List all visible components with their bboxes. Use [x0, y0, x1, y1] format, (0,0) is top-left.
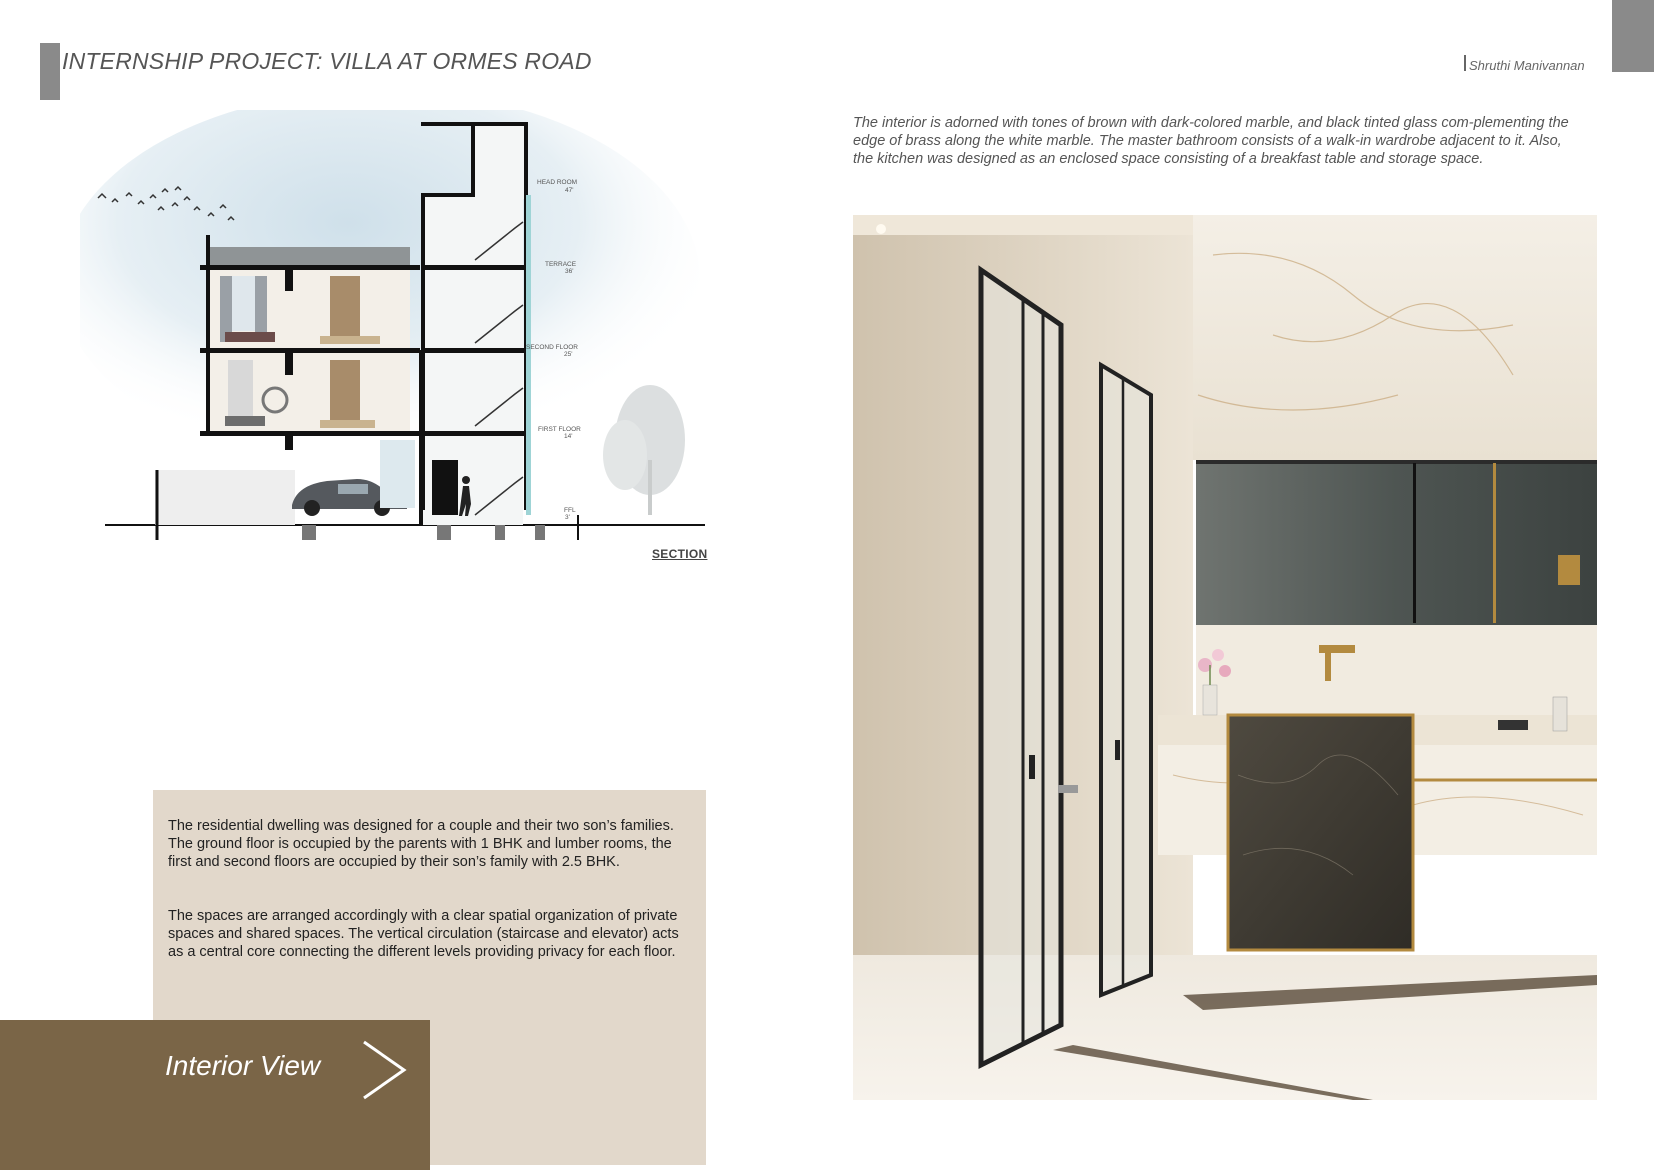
level-second-floor-value: 25'	[564, 351, 573, 358]
level-headroom: HEAD ROOM	[537, 179, 578, 186]
section-drawing	[80, 110, 730, 540]
info-paragraph-2: The spaces are arranged accordingly with a clear spatial organization of private spaces and shared spaces. The vertical circulation (staircase and elevator) acts as a central core connecting the different levels providing privacy for each floor.	[168, 908, 679, 960]
chevron-right-icon	[360, 1038, 410, 1102]
section-drawing-svg	[80, 110, 730, 540]
interior-render-svg	[853, 215, 1597, 1100]
level-first-floor: FIRST FLOOR	[538, 426, 581, 433]
author-separator	[1464, 55, 1466, 71]
level-ffl: FFL	[564, 507, 576, 514]
title-accent-bar	[40, 43, 60, 100]
section-label: SECTION	[652, 547, 708, 561]
interior-render	[853, 215, 1597, 1100]
interior-view-button[interactable]	[0, 1020, 430, 1170]
interior-view-label: Interior View	[165, 1050, 321, 1081]
page-title: INTERNSHIP PROJECT: VILLA AT ORMES ROAD	[62, 48, 592, 74]
level-first-floor-value: 14'	[564, 433, 573, 440]
corner-accent-bar	[1612, 0, 1654, 72]
level-headroom-value: 47'	[565, 187, 574, 194]
glass-door-right	[1101, 365, 1151, 995]
level-terrace: TERRACE	[545, 261, 577, 268]
info-paragraph-1: The residential dwelling was designed for a couple and their two son’s families. The ground floor is occupied by the parents with 1 BHK and lumber rooms, the first and second floors are occupied by their son’s family with 2.5 BHK.	[168, 818, 674, 870]
level-ffl-value: 3'	[565, 514, 570, 521]
level-terrace-value: 36'	[565, 268, 574, 275]
author-name: Shruthi Manivannan	[1469, 58, 1585, 73]
compound-wall	[155, 470, 295, 525]
level-second-floor: SECOND FLOOR	[526, 344, 579, 351]
glass-door-left	[981, 270, 1061, 1065]
interior-description: The interior is adorned with tones of brown with dark-colored marble, and black tinted glass com-plementing the edge of brass along the white marble. The master bathroom consists of a walk-in wardrobe adjacent to it. Also, the kitchen was designed as an enclosed space consisting of a breakfast table and storage space.	[853, 115, 1569, 167]
